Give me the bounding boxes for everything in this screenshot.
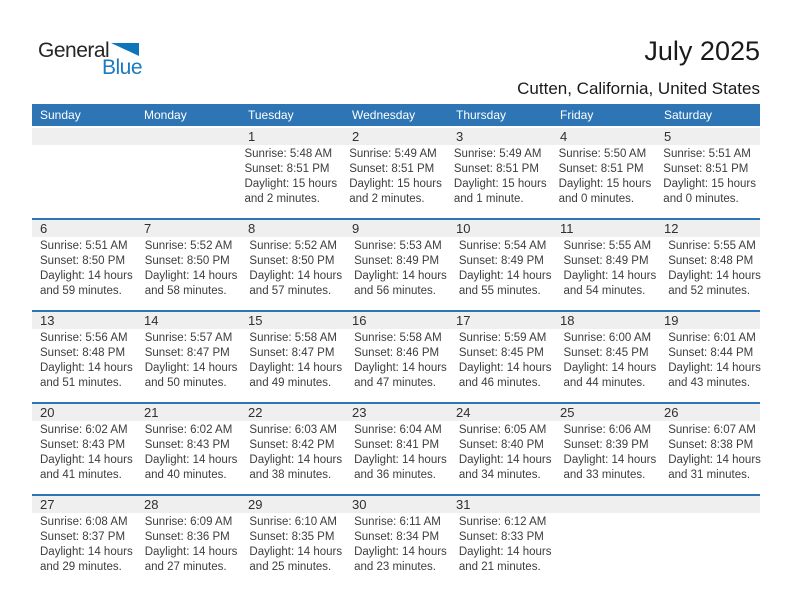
daylight-line-2: and 36 minutes. [354, 469, 436, 481]
day-number-16: 16 [352, 313, 367, 328]
daylight-line-2: and 51 minutes. [40, 377, 122, 389]
day-cell-15 [241, 329, 346, 402]
daylight-line-2: and 40 minutes. [144, 469, 227, 481]
day-cell-25 [556, 421, 661, 494]
day-cell-11 [556, 237, 661, 310]
day-number-29: 29 [248, 497, 263, 512]
day-number-22: 22 [248, 405, 263, 420]
daylight-line-2: and 2 minutes. [244, 193, 320, 205]
day-number-14: 14 [144, 313, 159, 328]
sunset-line: Sunset: 8:51 PM [244, 163, 330, 175]
sunset-line: Sunset: 8:43 PM [144, 439, 230, 451]
sunrise-line: Sunrise: 5:49 AM [349, 148, 437, 160]
day-cell-8 [241, 237, 346, 310]
day-cell-29 [241, 513, 346, 586]
daylight-line-2: and 29 minutes. [40, 561, 122, 573]
empty-day-cell [556, 513, 658, 586]
daylight-line: Daylight: 14 hours [40, 454, 133, 466]
daylight-line: Daylight: 14 hours [249, 454, 343, 466]
daylight-line: Daylight: 14 hours [354, 454, 447, 466]
sunrise-line: Sunrise: 5:50 AM [558, 148, 647, 160]
day-number-8: 8 [248, 221, 256, 236]
sunrise-line: Sunrise: 5:58 AM [249, 332, 337, 344]
day-cell-30 [346, 513, 451, 586]
day-cell-5 [655, 145, 760, 218]
day-number-1: 1 [248, 129, 256, 144]
daylight-line-2: and 50 minutes. [144, 377, 227, 389]
day-cell-16 [346, 329, 451, 402]
sunset-line: Sunset: 8:49 PM [354, 255, 440, 267]
daylight-line: Daylight: 14 hours [668, 454, 761, 466]
daylight-line: Daylight: 15 hours [244, 178, 338, 190]
weekday-header-monday: Monday [144, 108, 187, 122]
daylight-line: Daylight: 14 hours [40, 546, 133, 558]
sunset-line: Sunset: 8:50 PM [144, 255, 230, 267]
day-number-4: 4 [560, 129, 568, 144]
logo-text-blue: Blue [102, 56, 143, 79]
sunrise-line: Sunrise: 5:49 AM [453, 148, 542, 160]
day-cell-27 [32, 513, 137, 586]
sunrise-line: Sunrise: 5:48 AM [244, 148, 333, 160]
day-cell-20 [32, 421, 137, 494]
sunset-line: Sunset: 8:49 PM [563, 255, 649, 267]
day-number-28: 28 [144, 497, 159, 512]
daylight-line: Daylight: 14 hours [668, 362, 761, 374]
daylight-line: Daylight: 14 hours [458, 546, 552, 558]
daylight-line-2: and 56 minutes. [354, 285, 436, 297]
sunrise-line: Sunrise: 6:05 AM [458, 424, 547, 436]
day-number-31: 31 [456, 497, 471, 512]
sunset-line: Sunset: 8:34 PM [354, 531, 440, 543]
sunset-line: Sunset: 8:51 PM [349, 163, 435, 175]
daylight-line: Daylight: 14 hours [40, 270, 133, 282]
day-cell-26 [660, 421, 765, 494]
daylight-line-2: and 25 minutes. [249, 561, 332, 573]
sunrise-line: Sunrise: 6:00 AM [563, 332, 652, 344]
sunset-line: Sunset: 8:36 PM [144, 531, 230, 543]
day-number-30: 30 [352, 497, 367, 512]
calendar-table [32, 104, 760, 586]
sunrise-line: Sunrise: 5:58 AM [354, 332, 442, 344]
day-cell-3 [446, 145, 551, 218]
day-number-11: 11 [560, 221, 574, 236]
week-row-1 [32, 128, 760, 218]
daylight-line: Daylight: 14 hours [144, 546, 238, 558]
sunset-line: Sunset: 8:42 PM [249, 439, 335, 451]
daylight-line-2: and 54 minutes. [563, 285, 646, 297]
sunset-line: Sunset: 8:47 PM [144, 347, 230, 359]
day-number-13: 13 [40, 313, 55, 328]
daylight-line-2: and 44 minutes. [563, 377, 646, 389]
sunset-line: Sunset: 8:40 PM [458, 439, 544, 451]
week-content [32, 421, 760, 494]
daylight-line: Daylight: 14 hours [563, 362, 657, 374]
day-number-7: 7 [144, 221, 152, 236]
day-cell-21 [137, 421, 242, 494]
logo-triangle-icon [111, 43, 139, 56]
sunset-line: Sunset: 8:51 PM [453, 163, 539, 175]
sunrise-line: Sunrise: 6:04 AM [354, 424, 442, 436]
day-number-23: 23 [352, 405, 367, 420]
daylight-line: Daylight: 14 hours [249, 362, 343, 374]
sunrise-line: Sunrise: 5:59 AM [458, 332, 547, 344]
page-title: July 2025 [644, 36, 760, 66]
day-number-3: 3 [456, 129, 464, 144]
daylight-line-2: and 38 minutes. [249, 469, 332, 481]
sunrise-line: Sunrise: 6:10 AM [249, 516, 337, 528]
daylight-line-2: and 59 minutes. [40, 285, 122, 297]
daylight-line-2: and 0 minutes. [663, 193, 739, 205]
sunrise-line: Sunrise: 6:12 AM [458, 516, 547, 528]
sunset-line: Sunset: 8:48 PM [40, 347, 126, 359]
daylight-line-2: and 31 minutes. [668, 469, 751, 481]
empty-day-cell [658, 513, 760, 586]
sunrise-line: Sunrise: 5:51 AM [40, 240, 128, 252]
day-number-2: 2 [352, 129, 360, 144]
daylight-line: Daylight: 14 hours [40, 362, 133, 374]
day-number-26: 26 [664, 405, 679, 420]
sunset-line: Sunset: 8:41 PM [354, 439, 440, 451]
day-number-21: 21 [144, 405, 159, 420]
sunset-line: Sunset: 8:37 PM [40, 531, 126, 543]
daylight-line: Daylight: 14 hours [458, 454, 552, 466]
week-content [32, 329, 760, 402]
sunset-line: Sunset: 8:45 PM [458, 347, 544, 359]
day-cell-24 [451, 421, 556, 494]
daylight-line: Daylight: 14 hours [144, 270, 238, 282]
day-cell-6 [32, 237, 137, 310]
day-number-19: 19 [664, 313, 679, 328]
weekday-header-saturday: Saturday [664, 108, 713, 122]
daylight-line: Daylight: 14 hours [144, 454, 238, 466]
daylight-line: Daylight: 14 hours [354, 270, 447, 282]
day-number-band [32, 312, 760, 329]
weekday-header-wednesday: Wednesday [352, 108, 416, 122]
sunset-line: Sunset: 8:45 PM [563, 347, 649, 359]
day-cell-22 [241, 421, 346, 494]
daylight-line: Daylight: 14 hours [563, 454, 657, 466]
daylight-line-2: and 34 minutes. [458, 469, 541, 481]
sunrise-line: Sunrise: 5:52 AM [249, 240, 337, 252]
daylight-line-2: and 0 minutes. [558, 193, 635, 205]
daylight-line-2: and 1 minute. [453, 193, 524, 205]
day-number-5: 5 [664, 129, 672, 144]
empty-day-cell [134, 145, 236, 218]
day-cell-9 [346, 237, 451, 310]
daylight-line-2: and 41 minutes. [40, 469, 122, 481]
sunset-line: Sunset: 8:51 PM [663, 163, 749, 175]
daylight-line: Daylight: 15 hours [349, 178, 442, 190]
daylight-line: Daylight: 15 hours [663, 178, 756, 190]
day-cell-14 [137, 329, 242, 402]
daylight-line-2: and 2 minutes. [349, 193, 425, 205]
sunset-line: Sunset: 8:44 PM [668, 347, 754, 359]
day-cell-12 [660, 237, 765, 310]
weekday-header-sunday: Sunday [40, 108, 81, 122]
sunrise-line: Sunrise: 5:55 AM [563, 240, 652, 252]
day-cell-18 [556, 329, 661, 402]
sunrise-line: Sunrise: 5:54 AM [458, 240, 547, 252]
sunset-line: Sunset: 8:48 PM [668, 255, 754, 267]
daylight-line-2: and 47 minutes. [354, 377, 436, 389]
week-row-4 [32, 402, 760, 494]
sunrise-line: Sunrise: 6:08 AM [40, 516, 128, 528]
daylight-line: Daylight: 14 hours [249, 546, 343, 558]
logo-text-general: General [38, 39, 110, 62]
day-number-27: 27 [40, 497, 55, 512]
daylight-line-2: and 55 minutes. [458, 285, 541, 297]
sunset-line: Sunset: 8:33 PM [458, 531, 544, 543]
daylight-line: Daylight: 14 hours [458, 270, 552, 282]
sunset-line: Sunset: 8:47 PM [249, 347, 335, 359]
daylight-line: Daylight: 14 hours [563, 270, 657, 282]
sunrise-line: Sunrise: 5:55 AM [668, 240, 756, 252]
day-number-band [32, 404, 760, 421]
daylight-line: Daylight: 14 hours [144, 362, 238, 374]
sunrise-line: Sunrise: 5:56 AM [40, 332, 128, 344]
day-number-10: 10 [456, 221, 471, 236]
day-cell-1 [236, 145, 341, 218]
sunrise-line: Sunrise: 5:52 AM [144, 240, 233, 252]
week-row-2 [32, 218, 760, 310]
day-number-band [32, 496, 760, 513]
general-blue-logo [38, 40, 142, 78]
day-number-9: 9 [352, 221, 360, 236]
sunset-line: Sunset: 8:43 PM [40, 439, 126, 451]
weekday-header-tuesday: Tuesday [248, 108, 294, 122]
day-number-band [32, 220, 760, 237]
sunrise-line: Sunrise: 6:03 AM [249, 424, 337, 436]
day-cell-17 [451, 329, 556, 402]
sunrise-line: Sunrise: 5:53 AM [354, 240, 442, 252]
daylight-line-2: and 23 minutes. [354, 561, 436, 573]
day-cell-28 [137, 513, 242, 586]
day-cell-31 [451, 513, 556, 586]
daylight-line-2: and 43 minutes. [668, 377, 751, 389]
daylight-line-2: and 21 minutes. [458, 561, 541, 573]
daylight-line: Daylight: 15 hours [453, 178, 547, 190]
daylight-line-2: and 49 minutes. [249, 377, 332, 389]
daylight-line-2: and 58 minutes. [144, 285, 227, 297]
sunrise-line: Sunrise: 5:57 AM [144, 332, 233, 344]
day-cell-23 [346, 421, 451, 494]
sunrise-line: Sunrise: 6:06 AM [563, 424, 652, 436]
daylight-line-2: and 33 minutes. [563, 469, 646, 481]
page-subtitle: Cutten, California, United States [517, 79, 760, 98]
daylight-line: Daylight: 14 hours [249, 270, 343, 282]
daylight-line: Daylight: 14 hours [354, 546, 447, 558]
sunrise-line: Sunrise: 6:07 AM [668, 424, 756, 436]
day-number-15: 15 [248, 313, 263, 328]
week-content [32, 145, 760, 218]
empty-day-cell [32, 145, 134, 218]
sunrise-line: Sunrise: 6:01 AM [668, 332, 756, 344]
daylight-line-2: and 27 minutes. [144, 561, 227, 573]
daylight-line-2: and 52 minutes. [668, 285, 751, 297]
sunset-line: Sunset: 8:51 PM [558, 163, 644, 175]
day-cell-13 [32, 329, 137, 402]
day-number-6: 6 [40, 221, 48, 236]
day-number-20: 20 [40, 405, 55, 420]
day-number-24: 24 [456, 405, 471, 420]
daylight-line: Daylight: 14 hours [458, 362, 552, 374]
sunrise-line: Sunrise: 6:11 AM [354, 516, 441, 528]
daylight-line: Daylight: 14 hours [354, 362, 447, 374]
sunrise-line: Sunrise: 6:02 AM [144, 424, 233, 436]
day-number-18: 18 [560, 313, 575, 328]
day-cell-10 [451, 237, 556, 310]
day-cell-19 [660, 329, 765, 402]
day-number-band [32, 128, 760, 145]
sunset-line: Sunset: 8:50 PM [40, 255, 126, 267]
sunset-line: Sunset: 8:39 PM [563, 439, 649, 451]
week-content [32, 237, 760, 310]
daylight-line-2: and 46 minutes. [458, 377, 541, 389]
sunrise-line: Sunrise: 6:02 AM [40, 424, 128, 436]
day-number-25: 25 [560, 405, 575, 420]
sunrise-line: Sunrise: 6:09 AM [144, 516, 233, 528]
sunset-line: Sunset: 8:35 PM [249, 531, 335, 543]
weekday-header-friday: Friday [560, 108, 594, 122]
sunset-line: Sunset: 8:46 PM [354, 347, 440, 359]
weekday-header-row [32, 104, 760, 126]
sunrise-line: Sunrise: 5:51 AM [663, 148, 751, 160]
sunset-line: Sunset: 8:50 PM [249, 255, 335, 267]
daylight-line: Daylight: 15 hours [558, 178, 652, 190]
day-cell-2 [341, 145, 446, 218]
weekday-header-thursday: Thursday [456, 108, 507, 122]
sunset-line: Sunset: 8:49 PM [458, 255, 544, 267]
day-cell-4 [551, 145, 656, 218]
daylight-line: Daylight: 14 hours [668, 270, 761, 282]
week-content [32, 513, 760, 586]
week-row-3 [32, 310, 760, 402]
day-number-17: 17 [456, 313, 471, 328]
sunset-line: Sunset: 8:38 PM [668, 439, 754, 451]
daylight-line-2: and 57 minutes. [249, 285, 332, 297]
day-cell-7 [137, 237, 242, 310]
day-number-12: 12 [664, 221, 679, 236]
calendar-weeks [32, 128, 760, 586]
week-row-5 [32, 494, 760, 586]
